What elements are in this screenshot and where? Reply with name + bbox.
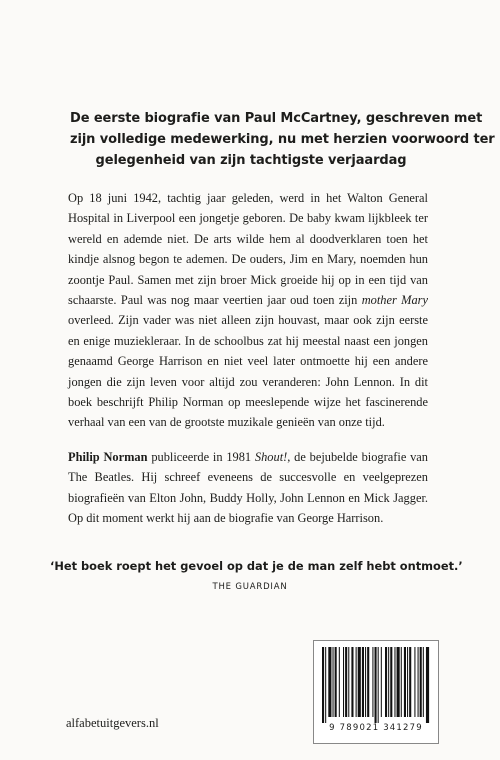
barcode-bar — [339, 647, 340, 717]
barcode-bar — [414, 647, 415, 717]
barcode-bar — [356, 647, 357, 717]
barcode-bar — [375, 647, 377, 723]
barcode-bar — [390, 647, 392, 717]
headline-line-3: gelegenheid van zijn tachtigste verjaardag — [95, 153, 407, 168]
barcode-bar — [345, 647, 347, 717]
headline-line-1: De eerste biografie van Paul McCartney, geschreven met — [70, 111, 483, 126]
barcode-bar — [343, 647, 344, 717]
barcode-bar — [409, 647, 411, 717]
barcode-bar — [335, 647, 337, 717]
cover-headline — [70, 108, 495, 171]
author-bio-part-1: publiceerde in 1981 — [147, 450, 255, 464]
barcode-bar — [378, 647, 379, 723]
barcode-bar — [418, 647, 419, 717]
publisher-website: alfabetuitgevers.nl — [66, 716, 159, 730]
barcode-bar — [423, 647, 424, 717]
barcode-bar — [348, 647, 349, 717]
barcode-bar — [351, 647, 353, 717]
headline-line-2: zijn volledige medewerking, nu met herzien voorwoord ter — [70, 132, 495, 147]
barcode-bar — [401, 647, 402, 717]
author-name: Philip Norman — [68, 450, 148, 464]
barcode-bar — [397, 647, 400, 717]
barcode-bar — [333, 647, 334, 717]
author-book-title: Shout! — [254, 450, 288, 464]
barcode-bar — [385, 647, 387, 717]
quote-source: THE GUARDIAN — [212, 582, 288, 592]
barcode-bars — [318, 647, 434, 723]
barcode-bar — [420, 647, 422, 717]
summary-text-part-1: Op 18 juni 1942, tachtig jaar geleden, werd in het Walton General Hospital in Liverpool een jongetje geboren. De baby kwam lijkbleek ter wereld en ademde niet. De arts wilde hem al doodverklaren toen het kindje alsnog begon te ademen. De ouders, Jim en Mary, noemden hun zoontje Paul. Samen met zijn broer Mick groeide hij op in een tijd van schaarste. Paul was nog maar veertien jaar oud toen zijn — [68, 191, 428, 308]
summary-text-part-2: overleed. Zijn vader was niet alleen zijn houvast, maar ook zijn eerste en enige muziekleraar. In de schoolbus zat hij meestal naast een jongen genaamd George Harrison en niet veel later ontmoette hij een andere jongen die zijn leven voor altijd zou veranderen: John Lennon. In dit boek beschrijft Philip Norman op meeslepende wijze het fascinerende verhaal van een van de grootste muzikale genieën van onze tijd. — [68, 313, 428, 430]
press-quote: ‘Het boek roept het gevoel op dat je de man zelf hebt ontmoet.’ — [50, 559, 463, 573]
barcode-bar — [394, 647, 395, 717]
barcode-bar — [367, 647, 369, 717]
barcode-bar — [388, 647, 389, 717]
isbn-barcode — [313, 640, 439, 744]
barcode-bar — [362, 647, 364, 717]
barcode-bar — [426, 647, 429, 723]
barcode-bar — [325, 647, 326, 723]
barcode-bar — [365, 647, 366, 717]
barcode-bar — [328, 647, 331, 717]
author-bio — [68, 447, 428, 529]
barcode-bar — [372, 647, 373, 717]
book-summary — [68, 188, 428, 433]
barcode-bar — [358, 647, 361, 717]
summary-italic-phrase: mother Mary — [361, 293, 428, 308]
barcode-bar — [404, 647, 406, 717]
barcode-bar — [322, 647, 324, 723]
barcode-bar — [381, 647, 382, 717]
author-bio-part-2: , de bejubelde biografie van The Beatles. Hij schreef eveneens de succesvolle en veelgeprezen biografieën van Elton John, Buddy Holly, John Lennon en Mick Jagger. Op dit moment werkt hij aan de biografie van George Harrison. — [68, 450, 428, 526]
barcode-bar — [407, 647, 408, 717]
barcode-digits: 9 789021 341279 — [329, 723, 423, 733]
